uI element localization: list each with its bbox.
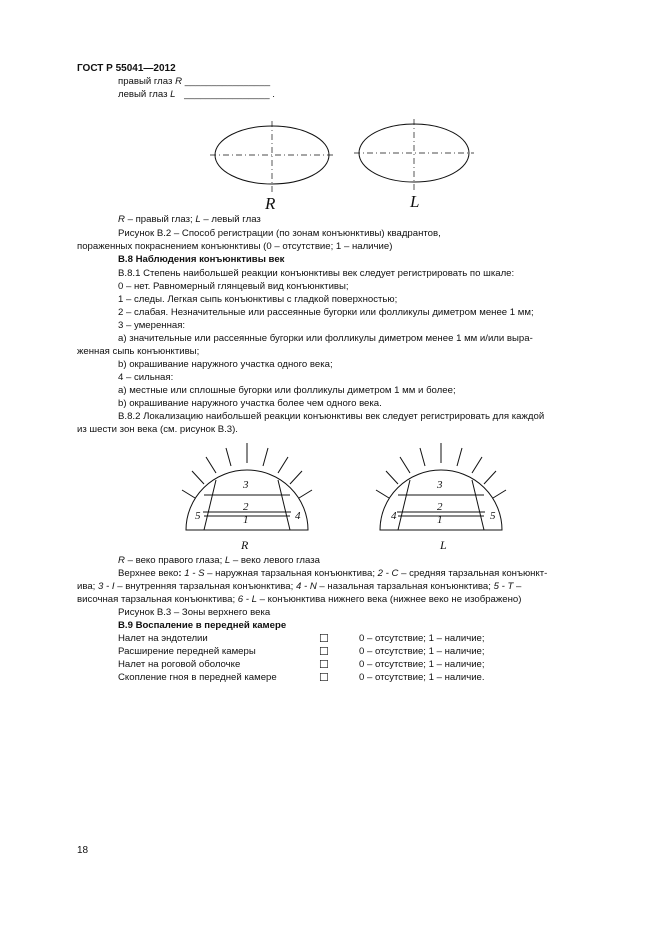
b8-scale-3: 3 – умеренная: bbox=[118, 320, 186, 331]
b3-legend-r-letter: R bbox=[118, 555, 125, 566]
upper-lid-line1 bbox=[118, 568, 613, 580]
right-zone-1: 1 bbox=[243, 514, 249, 526]
b9-row-checkbox[interactable]: ☐ bbox=[319, 659, 329, 671]
upper-lid-run: височная тарзальная конъюнктива; bbox=[77, 594, 238, 605]
upper-lid-run: : bbox=[178, 568, 185, 579]
b8-scale-0: 0 – нет. Равномерный глянцевый вид конъюнктивы; bbox=[118, 281, 349, 292]
fig-b2-caption-line2: пораженных покраснением конъюнктивы (0 – отсутствие; 1 – наличие) bbox=[77, 241, 393, 252]
b9-row-scale: 0 – отсутствие; 1 – наличие; bbox=[359, 646, 485, 657]
left-zone-5: 5 bbox=[490, 510, 496, 522]
right-zone-4: 4 bbox=[295, 510, 301, 522]
b9-row-scale: 0 – отсутствие; 1 – наличие; bbox=[359, 659, 485, 670]
left-zone-4: 4 bbox=[391, 510, 397, 522]
b9-row-checkbox[interactable]: ☐ bbox=[319, 672, 329, 684]
upper-lid-run: – внутренняя тарзальная конъюнктива; bbox=[114, 581, 296, 592]
section-b9-heading: В.9 Воспаление в передней камере bbox=[118, 620, 287, 631]
left-zone-3: 3 bbox=[437, 479, 443, 491]
b8-scale-3a-line1: а) значительные или рассеянные бугорки или фолликулы диметром менее 1 мм и/или выра- bbox=[118, 333, 533, 344]
section-b8-heading: В.8 Наблюдения конъюнктивы век bbox=[118, 254, 285, 265]
upper-lid-line3 bbox=[77, 594, 613, 606]
b8-paragraph-2-line2: из шести зон века (см. рисунок В.3). bbox=[77, 424, 238, 435]
legend-r-letter: R bbox=[118, 214, 125, 225]
b9-row-label: Скопление гноя в передней камере bbox=[118, 672, 277, 683]
upper-lid-run: Верхнее веко bbox=[118, 568, 179, 579]
right-zone-2: 2 bbox=[243, 501, 249, 513]
upper-lid-run: 6 - L bbox=[237, 594, 257, 605]
upper-lid-run: 2 - C bbox=[377, 568, 399, 579]
fig-b3-label-l: L bbox=[440, 538, 447, 552]
b8-paragraph-1: В.8.1 Степень наибольшей реакции конъюнктивы век следует регистрировать по шкале: bbox=[118, 268, 515, 279]
b9-row-checkbox[interactable]: ☐ bbox=[319, 633, 329, 645]
b9-row-scale: 0 – отсутствие; 1 – наличие. bbox=[359, 672, 485, 683]
legend-r-text: – правый глаз; bbox=[124, 214, 196, 225]
upper-lid-run: 3 - I bbox=[98, 581, 115, 592]
fig-b3-caption: Рисунок В.3 – Зоны верхнего века bbox=[118, 607, 271, 618]
legend-l-letter: L bbox=[195, 214, 201, 225]
page-number: 18 bbox=[77, 845, 89, 856]
fig-b3-legend bbox=[118, 555, 613, 567]
b8-scale-3b: b) окрашивание наружного участка одного века; bbox=[118, 359, 333, 370]
left-eye-letter: L bbox=[170, 89, 176, 100]
left-eye-blank: ________________ bbox=[184, 89, 270, 100]
fig-b3-label-r: R bbox=[241, 538, 249, 552]
b8-scale-4b: b) окрашивание наружного участка более чем одного века. bbox=[118, 398, 382, 409]
b9-row-label: Налет на эндотелии bbox=[118, 633, 208, 644]
b8-paragraph-2-line1: В.8.2 Локализацию наибольшей реакции конъюнктивы век следует регистрировать для каждой bbox=[118, 411, 545, 422]
b3-legend-r-text: – веко правого глаза; bbox=[124, 555, 225, 566]
right-lid-left-divider bbox=[204, 480, 216, 530]
legend-l-text: – левый глаз bbox=[200, 214, 261, 225]
b9-row-checkbox[interactable]: ☐ bbox=[319, 646, 329, 658]
fig-b2-label-l: L bbox=[410, 192, 420, 211]
b9-row-label: Расширение передней камеры bbox=[118, 646, 256, 657]
right-eye-label: правый глаз bbox=[118, 76, 173, 87]
right-lid-right-divider bbox=[278, 480, 290, 530]
b9-row-scale: 0 – отсутствие; 1 – наличие; bbox=[359, 633, 485, 644]
right-zone-3: 3 bbox=[243, 479, 249, 491]
left-eye-end-dot: . bbox=[272, 89, 275, 100]
upper-lid-run: – bbox=[513, 581, 522, 592]
left-lid-right-divider bbox=[472, 480, 484, 530]
b8-scale-2: 2 – слабая. Незначительные или рассеянные бугорки или фолликулы диметром менее 1 мм; bbox=[118, 307, 534, 318]
upper-lid-run: ива; bbox=[77, 581, 99, 592]
fig-b2-caption-line1: Рисунок В.2 – Способ регистрации (по зонам конъюнктивы) квадрантов, bbox=[118, 228, 441, 239]
upper-lid-run: – назальная тарзальная конъюнктива; bbox=[316, 581, 494, 592]
document-header: ГОСТ Р 55041—2012 bbox=[77, 63, 176, 74]
b3-legend-l-letter: L bbox=[224, 555, 231, 566]
left-eye-label: левый глаз bbox=[118, 89, 168, 100]
b8-scale-1: 1 – следы. Легкая сыпь конъюнктивы с гладкой поверхностью; bbox=[118, 294, 398, 305]
right-eye-blank: ________________ bbox=[184, 76, 271, 87]
right-zone-5: 5 bbox=[195, 510, 201, 522]
b9-row-label: Налет на роговой оболочке bbox=[118, 659, 241, 670]
left-lid-left-divider bbox=[398, 480, 410, 530]
upper-lid-run: 5 - T bbox=[493, 581, 514, 592]
b3-legend-l-text: – веко левого глаза bbox=[230, 555, 320, 566]
b8-scale-4a: а) местные или сплошные бугорки или фолликулы диметром 1 мм и более; bbox=[118, 385, 456, 396]
upper-lid-run: – средняя тарзальная конъюнкт- bbox=[398, 568, 548, 579]
left-zone-2: 2 bbox=[437, 501, 443, 513]
upper-lid-line2 bbox=[77, 581, 613, 593]
left-zone-1: 1 bbox=[437, 514, 443, 526]
upper-lid-run: – наружная тарзальная конъюнктива; bbox=[204, 568, 378, 579]
right-eye-letter: R bbox=[175, 76, 183, 87]
upper-lid-run: – конъюнктива нижнего века (нижнее веко не изображено) bbox=[257, 594, 522, 605]
upper-lid-run: 4 - N bbox=[295, 581, 317, 592]
b8-scale-3a-line2: женная сыпь конъюнктивы; bbox=[77, 346, 200, 357]
b8-scale-4: 4 – сильная: bbox=[118, 372, 174, 383]
upper-lid-run: 1 - S bbox=[184, 568, 205, 579]
fig-b2-label-r: R bbox=[265, 194, 276, 213]
